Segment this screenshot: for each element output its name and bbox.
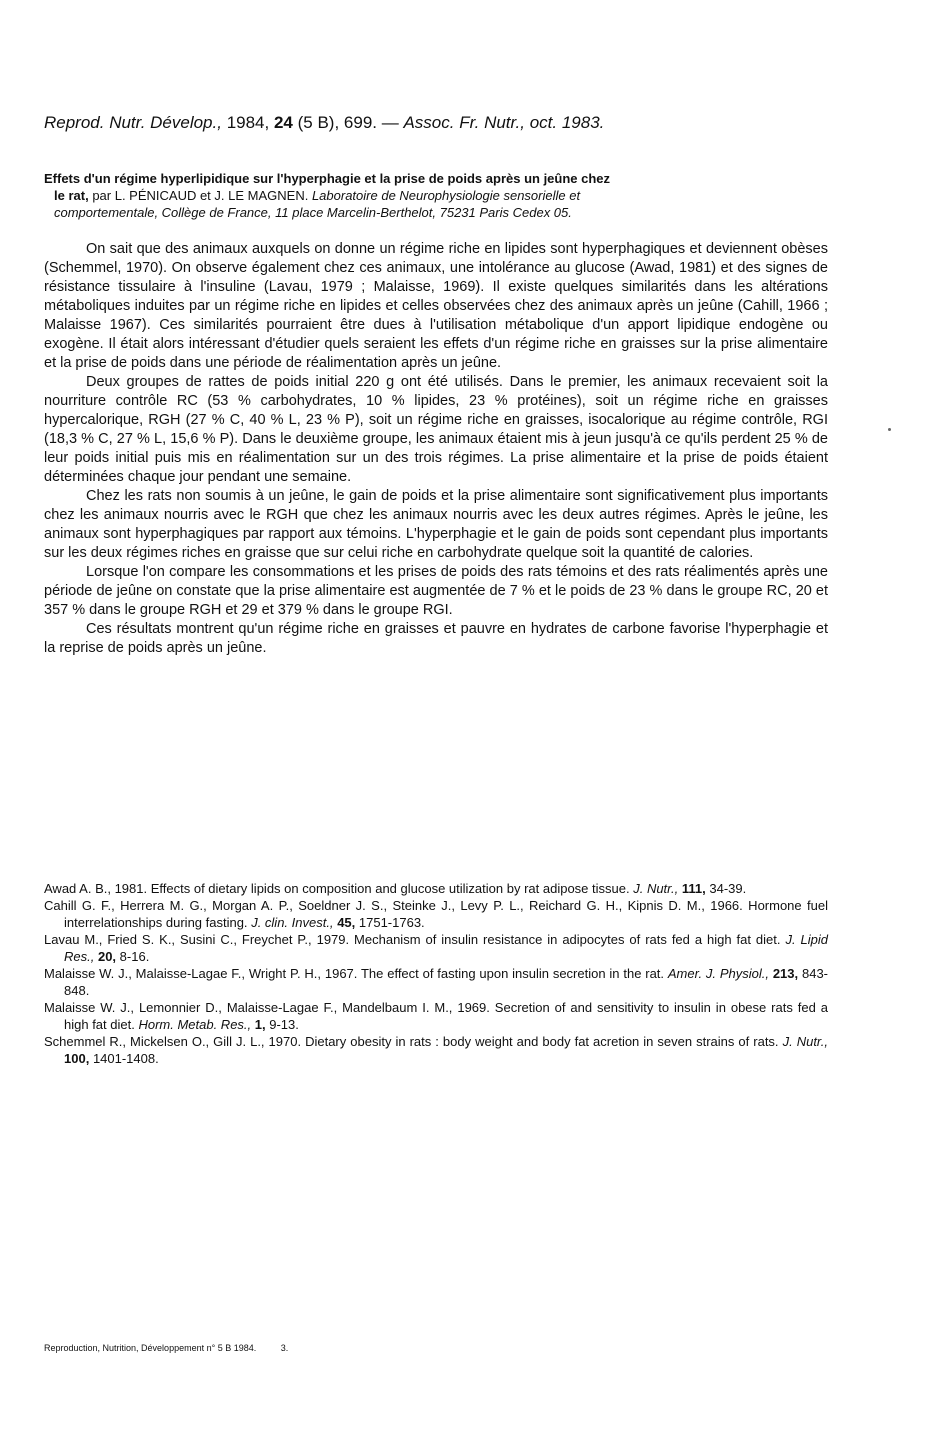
reference-pages: 1751-1763. (358, 915, 425, 930)
association-ref: Assoc. Fr. Nutr., oct. 1983. (403, 113, 605, 132)
reference-journal: J. Nutr., (782, 1034, 828, 1049)
reference-pages: 34-39. (709, 881, 747, 896)
reference-volume: 111, (681, 881, 706, 896)
paragraph: Chez les rats non soumis à un jeûne, le gain de poids et la prise alimentaire sont significativement plus importants chez les animaux nourris avec le RGH que chez les animaux nourris avec les deux autres régimes. Après le jeûne, les animaux sont hyperphagiques par rapport aux témoins. L'hyperphagie et le gain de poids sont cependant plus importants sur les deux régimes riches en graisse que sur celui riche en carbohydrate quelque soit la quantité de calories. (44, 488, 828, 561)
reference-journal: Horm. Metab. Res., (138, 1017, 252, 1032)
article-header (44, 170, 828, 221)
paragraph: On sait que des animaux auxquels on donne un régime riche en lipides sont hyperphagiques et deviennent obèses (Schemmel, 1970). On observe également chez ces animaux, une intolérance au glucose (Awad, 1981) et des signes de résistance tissulaire à l'insuline (Lavau, 1979 ; Malaisse, 1969). Il existe quelques similarités dans les altérations métaboliques induites par un régime riche en lipides et celles observées chez des animaux après un jeûne (Cahill, 1966 ; Malaisse 1967). Ces similarités pourraient être dues à l'utilisation métabolique d'un apport lipidique endogène ou exogène. Il était alors intéressant d'étudier quels seraient les effets d'un régime riche en graisses sur la prise alimentaire et la prise de poids dans une période de réalimentation après un jeûne. (44, 241, 828, 371)
reference-item (44, 897, 828, 931)
affiliation-line-2: comportementale, Collège de France, 11 place Marcelin-Berthelot, 75231 Paris Cedex 05. (54, 205, 572, 220)
journal-volume: 24 (273, 113, 293, 132)
reference-journal: J. clin. Invest., (251, 915, 334, 930)
reference-journal: Amer. J. Physiol., (667, 966, 769, 981)
reference-pages: 8-16. (119, 949, 150, 964)
reference-item (44, 999, 828, 1033)
paragraph: Lorsque l'on compare les consommations et les prises de poids des rats témoins et des rats réalimentés après une période de jeûne on constate que la prise alimentaire est augmentée de 7 % et le poids de 23 % dans le groupe RC, 20 et 357 % dans le groupe RGH et 29 et 379 % dans le groupe RGI. (44, 564, 828, 618)
reference-volume: 1, (254, 1017, 266, 1032)
page-number: 3. (280, 1343, 289, 1353)
reference-volume: 20, (97, 949, 117, 964)
reference-text: Malaisse W. J., Malaisse-Lagae F., Wright P. H., 1967. The effect of fasting upon insulin secretion in the rat. (44, 966, 665, 981)
reference-journal: J. Lipid Res., (64, 932, 828, 964)
journal-year: 1984, (226, 113, 270, 132)
article-authors: par L. PÉNICAUD et J. LE MAGNEN. (92, 188, 309, 203)
affiliation-line-1: Laboratoire de Neurophysiologie sensorielle et (311, 188, 581, 203)
footer-text: Reproduction, Nutrition, Développement n° 5 B 1984. (44, 1343, 257, 1353)
page-footer (44, 1342, 288, 1354)
reference-volume: 100, (64, 1051, 90, 1066)
article-body (44, 240, 828, 658)
journal-reference (44, 112, 874, 134)
reference-pages: 843-848. (64, 966, 829, 998)
article-title-cont: le rat, (54, 188, 89, 203)
journal-issue-pages: (5 B), 699. — (297, 113, 399, 132)
reference-text: Cahill G. F., Herrera M. G., Morgan A. P., Soeldner J. S., Steinke J., Levy P. L., Reichard G. H., Kipnis D. M., 1966. Hormone fuel interrelationships during fasting. (44, 898, 828, 930)
reference-volume: 213, (772, 966, 799, 981)
reference-item (44, 1033, 828, 1067)
reference-item (44, 931, 828, 965)
paragraph: Ces résultats montrent qu'un régime riche en graisses et pauvre en hydrates de carbone favorise l'hyperphagie et la reprise de poids après un jeûne. (44, 621, 828, 656)
reference-pages: 1401-1408. (92, 1051, 159, 1066)
journal-name: Reprod. Nutr. Dévelop., (44, 113, 222, 132)
reference-text: Awad A. B., 1981. Effects of dietary lipids on composition and glucose utilization by rat adipose tissue. (44, 881, 630, 896)
reference-volume: 45, (337, 915, 356, 930)
references-list (44, 880, 828, 1067)
margin-mark (888, 428, 891, 431)
reference-item (44, 965, 828, 999)
reference-text: Malaisse W. J., Lemonnier D., Malaisse-Lagae F., Mandelbaum I. M., 1969. Secretion of and sensitivity to insulin in obese rats fed a high fat diet. (44, 1000, 828, 1032)
reference-journal: J. Nutr., (633, 881, 679, 896)
reference-text: Lavau M., Fried S. K., Susini C., Freychet P., 1979. Mechanism of insulin resistance in adipocytes of rats fed a high fat diet. (44, 932, 781, 947)
reference-item (44, 880, 828, 897)
article-title: Effets d'un régime hyperlipidique sur l'hyperphagie et la prise de poids après un jeûne chez (44, 171, 611, 186)
paragraph: Deux groupes de rattes de poids initial 220 g ont été utilisés. Dans le premier, les animaux recevaient soit la nourriture contrôle RC (53 % carbohydrates, 10 % lipides, 23 % protéines), soit un régime riche en graisses hypercalorique, RGH (27 % C, 40 % L, 23 % P), soit un régime riche en graisses, isocalorique au régime contrôle, RGI (18,3 % C, 27 % L, 15,6 % P). Dans le deuxième groupe, les animaux étaient mis à jeun jusqu'à ce qu'ils perdent 25 % de leur poids initial puis mis en réalimentation sur un des trois régimes. La prise alimentaire et la prise de poids étaient déterminées chaque jour pendant une semaine. (44, 374, 828, 485)
reference-text: Schemmel R., Mickelsen O., Gill J. L., 1970. Dietary obesity in rats : body weight and body fat acretion in seven strains of rats. (44, 1034, 779, 1049)
reference-pages: 9-13. (269, 1017, 299, 1032)
